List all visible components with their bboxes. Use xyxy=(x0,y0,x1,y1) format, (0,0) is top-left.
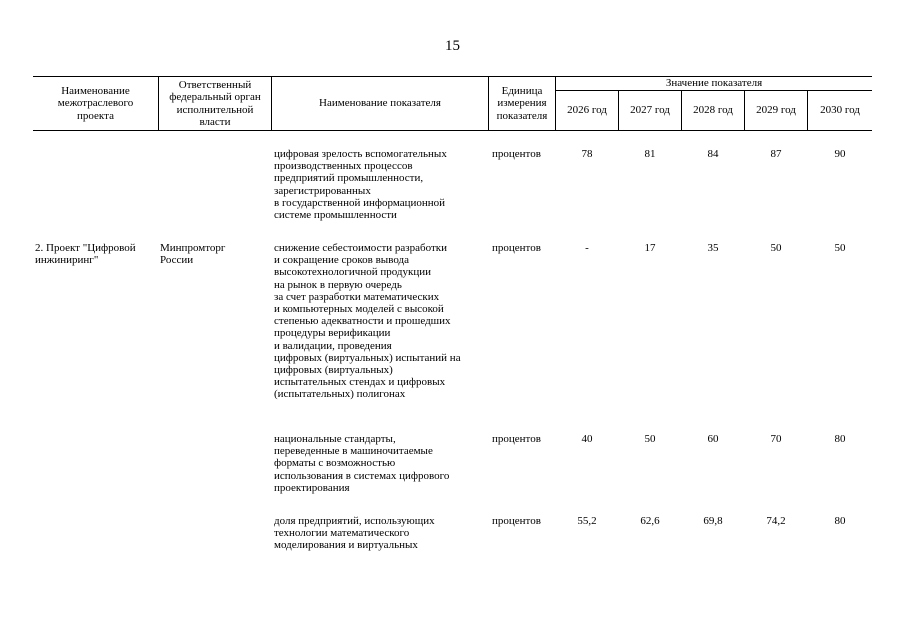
unit-cell: процентов xyxy=(492,242,541,254)
value-2030-cell: 90 xyxy=(834,148,846,160)
indicator-name-cell: доля предприятий, использующих технологии математического моделирования и виртуальных xyxy=(274,515,435,552)
value-2028-cell: 35 xyxy=(707,242,719,254)
value-2030-cell: 80 xyxy=(834,433,846,445)
header-responsible-body: Ответственный федеральный орган исполнительной власти xyxy=(169,78,261,128)
value-2029-cell: 87 xyxy=(770,148,782,160)
header-bottom-border xyxy=(33,130,872,131)
header-value-group: Значение показателя xyxy=(665,77,763,90)
unit-cell: процентов xyxy=(492,515,541,527)
unit-cell: процентов xyxy=(492,148,541,160)
value-2027-cell: 81 xyxy=(644,148,656,160)
agency-cell: Минпромторг России xyxy=(160,242,226,267)
header-year-2030: 2030 год xyxy=(820,104,860,117)
header-project-name: Наименование межотраслевого проекта xyxy=(57,84,134,122)
header-unit: Единица измерения показателя xyxy=(496,84,548,122)
value-2028-cell: 60 xyxy=(707,433,719,445)
indicator-name-cell: национальные стандарты, переведенные в машиночитаемые форматы с возможностью использования в системах цифрового проектирования xyxy=(274,433,450,494)
indicator-name-cell: цифровая зрелость вспомогательных производственных процессов предприятий промышленности, зарегистрированных в государственной информационной системе промышленности xyxy=(274,148,447,222)
header-indicator-name: Наименование показателя xyxy=(319,97,441,110)
value-2027-cell: 50 xyxy=(644,433,656,445)
page-number: 15 xyxy=(445,38,460,54)
value-2027-cell: 62,6 xyxy=(640,515,660,527)
value-2026-cell: 55,2 xyxy=(577,515,597,527)
indicator-name-cell: снижение себестоимости разработки и сокращение сроков вывода высокотехнологичной продукции на рынок в первую очередь за счет разработки математических и компьютерных моделей с высокой степенью адекватности и прошедших процедуры верификации и валидации, проведения цифровых (виртуальных) испытаний на цифровых (виртуальных) испытательных стендах и цифровых (испытательных) полигонах xyxy=(274,242,461,401)
value-2029-cell: 50 xyxy=(770,242,782,254)
value-2030-cell: 50 xyxy=(834,242,846,254)
header-year-2029: 2029 год xyxy=(756,104,796,117)
header-year-2028: 2028 год xyxy=(693,104,733,117)
value-2026-cell: - xyxy=(585,242,589,254)
value-2029-cell: 74,2 xyxy=(766,515,786,527)
unit-cell: процентов xyxy=(492,433,541,445)
value-2027-cell: 17 xyxy=(644,242,656,254)
value-2029-cell: 70 xyxy=(770,433,782,445)
header-year-2027: 2027 год xyxy=(630,104,670,117)
value-2026-cell: 40 xyxy=(581,433,593,445)
project-name-cell: 2. Проект "Цифровой инжиниринг" xyxy=(35,242,136,267)
header-year-2026: 2026 год xyxy=(567,104,607,117)
value-2028-cell: 84 xyxy=(707,148,719,160)
value-2028-cell: 69,8 xyxy=(703,515,723,527)
value-2030-cell: 80 xyxy=(834,515,846,527)
value-2026-cell: 78 xyxy=(581,148,593,160)
